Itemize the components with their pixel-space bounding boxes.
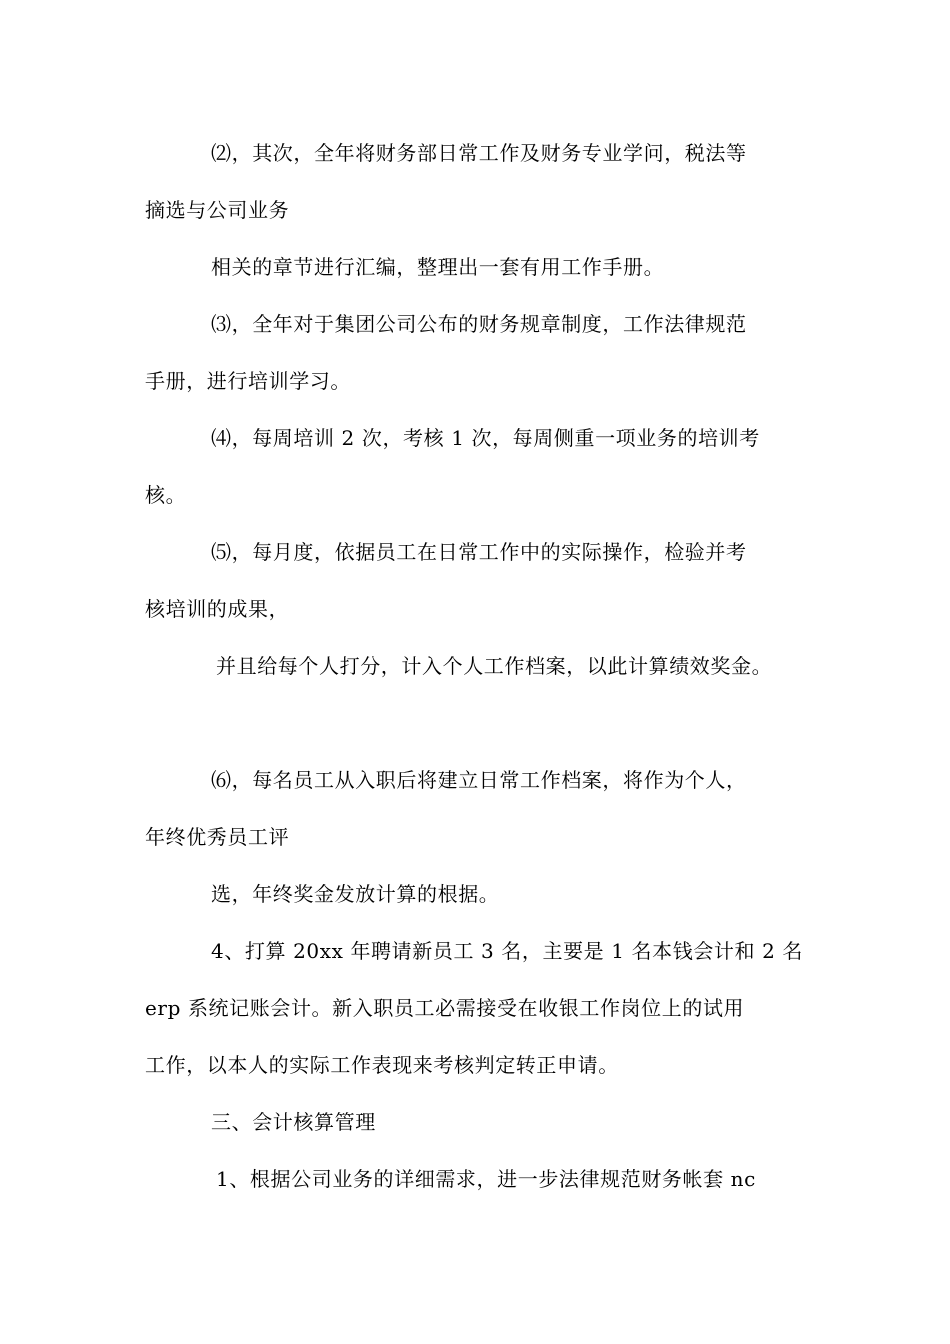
- paragraph-line: 年终优秀员工评: [145, 825, 290, 849]
- paragraph-line: 核。: [145, 483, 187, 507]
- paragraph-line: 工作，以本人的实际工作表现来考核判定转正申请。: [145, 1053, 619, 1077]
- paragraph-line: 相关的章节进行汇编，整理出一套有用工作手册。: [211, 255, 665, 279]
- paragraph-line: 并且给每个人打分，计入个人工作档案，以此计算绩效奖金。: [216, 654, 773, 678]
- paragraph-line: ⑶，全年对于集团公司公布的财务规章制度，工作法律规范: [211, 312, 747, 336]
- paragraph-line: erp 系统记账会计。新入职员工必需接受在收银工作岗位上的试用: [145, 996, 745, 1020]
- paragraph-line: ⑷，每周培训 2 次，考核 1 次，每周侧重一项业务的培训考: [211, 426, 760, 450]
- paragraph-line: 4、打算 20xx 年聘请新员工 3 名，主要是 1 名本钱会计和 2 名: [211, 939, 803, 963]
- paragraph-line: ⑵，其次，全年将财务部日常工作及财务专业学问，税法等: [211, 141, 747, 165]
- section-heading: 三、会计核算管理: [211, 1110, 376, 1134]
- paragraph-line: ⑸，每月度，依据员工在日常工作中的实际操作，检验并考: [211, 540, 747, 564]
- paragraph-line: 手册，进行培训学习。: [145, 369, 351, 393]
- paragraph-line: 摘选与公司业务: [145, 198, 290, 222]
- paragraph-line: 1、根据公司业务的详细需求，进一步法律规范财务帐套 nc: [216, 1167, 756, 1191]
- paragraph-line: ⑹，每名员工从入职后将建立日常工作档案，将作为个人，: [211, 768, 747, 792]
- paragraph-line: 核培训的成果，: [145, 597, 290, 621]
- paragraph-line: 选，年终奖金发放计算的根据。: [211, 882, 500, 906]
